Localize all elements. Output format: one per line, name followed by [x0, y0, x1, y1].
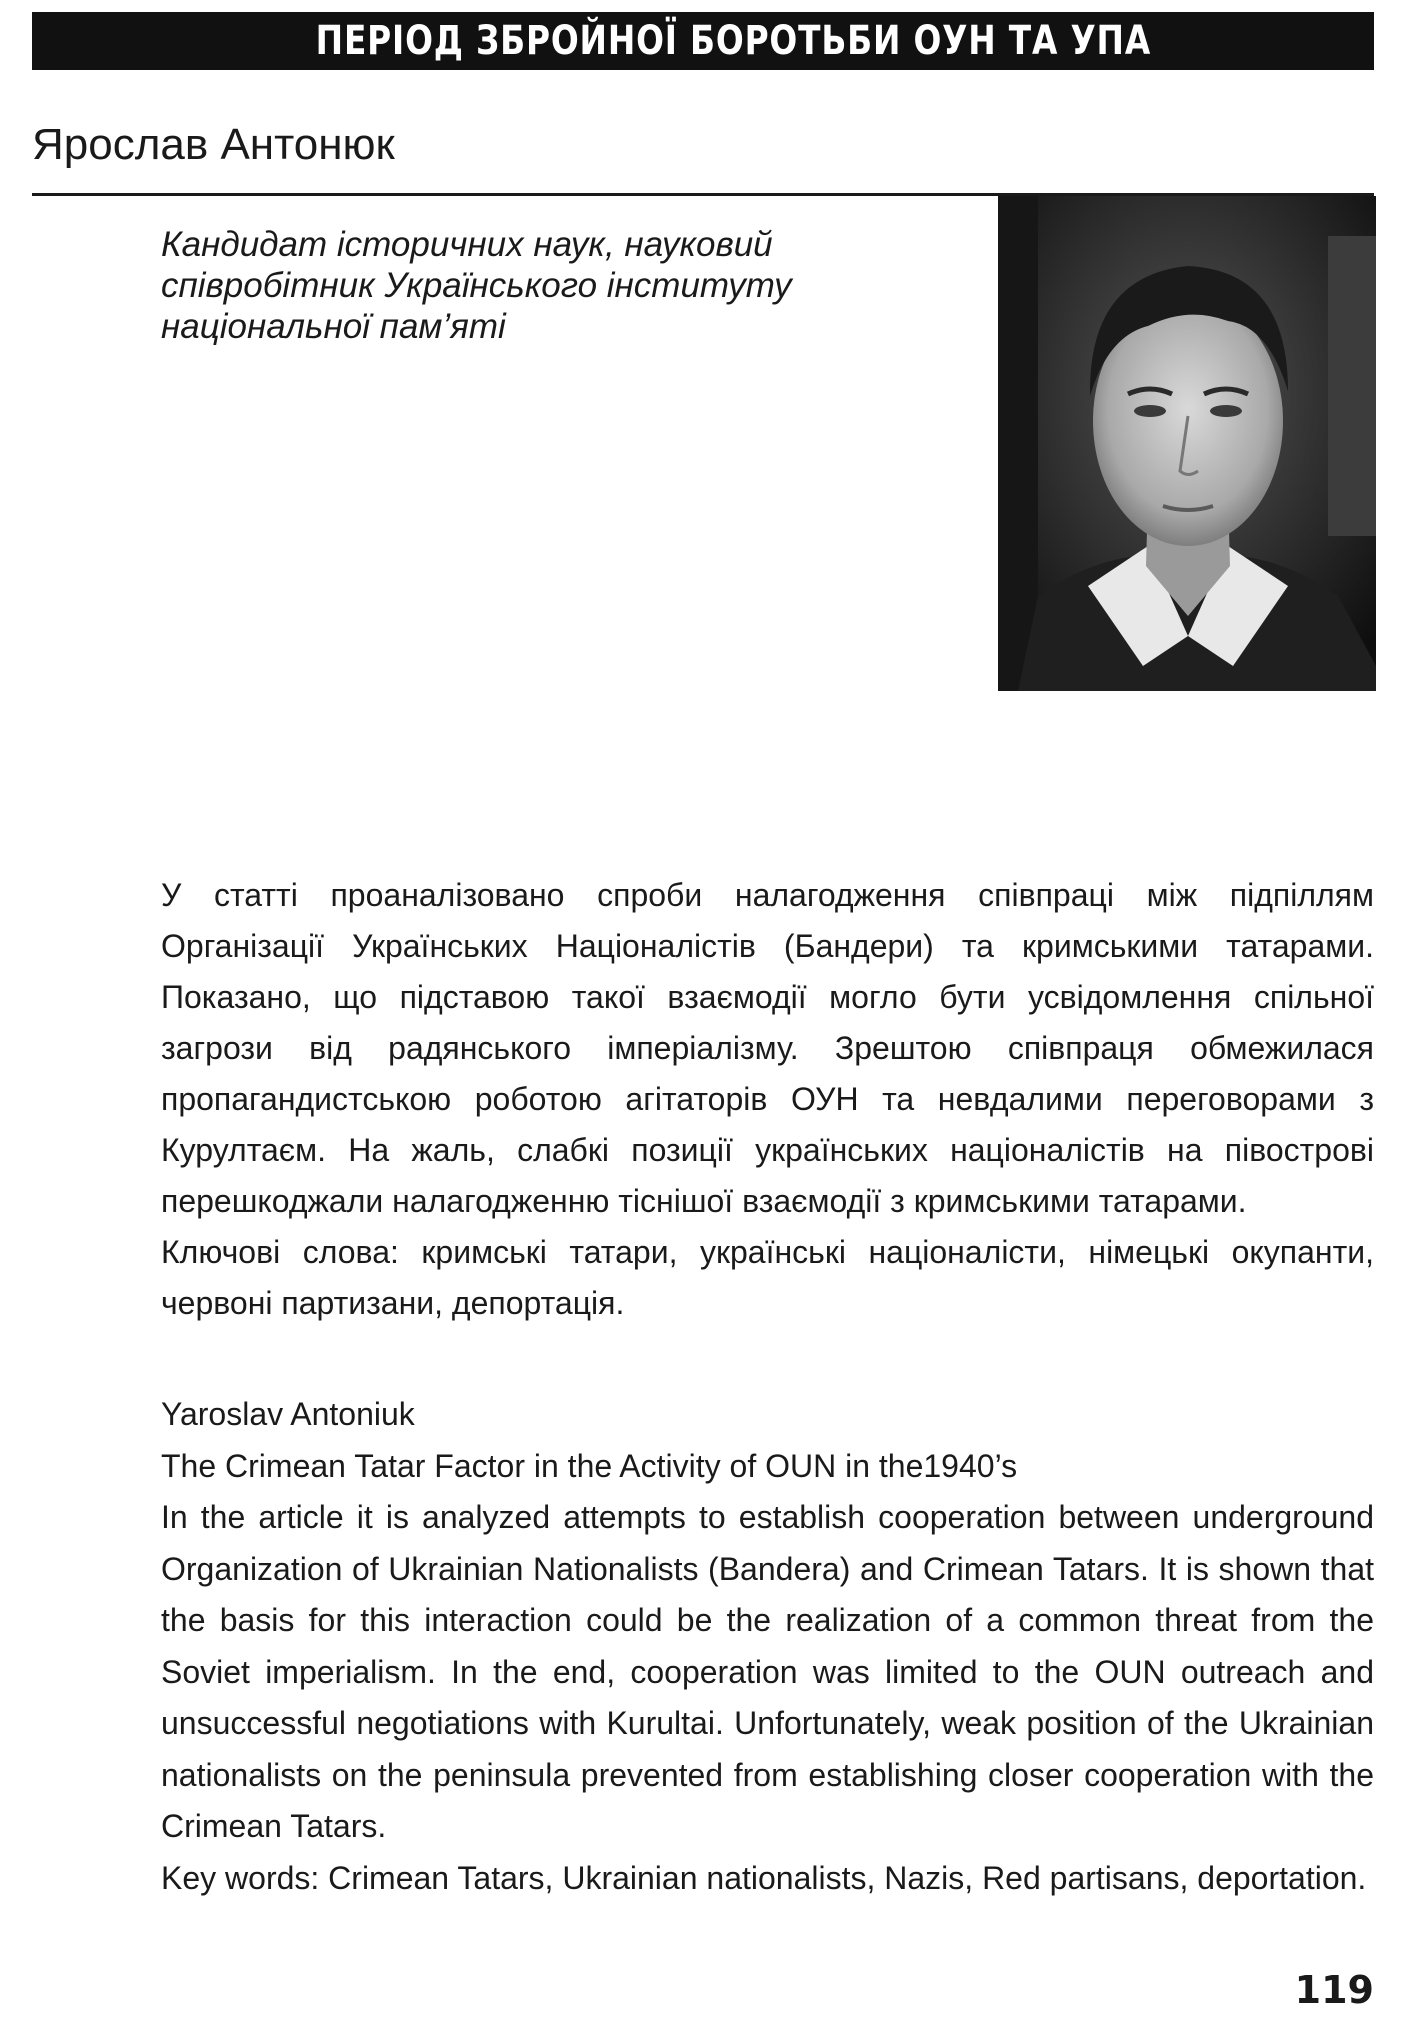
author-role: Кандидат історичних наук, науковий співробітник Українського інституту національної пам’яті	[161, 225, 792, 346]
section-header-bar	[32, 12, 1374, 70]
abstract-en-keywords: Key words: Crimean Tatars, Ukrainian nationalists, Nazis, Red partisans, deportation.	[161, 1859, 1367, 1896]
abstract-uk-text: У статті проаналізовано спроби налагодження співпраці між підпіллям Організації Українських Націоналістів (Бандери) та кримськими татарами. Показано, що підставою такої взаємодії могло бути усвідомлення спільної загрози від радянського імперіалізму. Зрештою співпраця обмежилася пропагандистською роботою агітаторів ОУН та невдалими переговорами з Курултаєм. На жаль, слабкі позиції українських націоналістів на півострові перешкоджали налагодженню тіснішої взаємодії з кримськими татарами.	[161, 877, 1374, 1219]
page-number: 119	[1294, 1968, 1374, 2012]
abstract-en-title: The Crimean Tatar Factor in the Activity of OUN in the1940’s	[161, 1447, 1018, 1484]
section-title: ПЕРІОД ЗБРОЙНОЇ БОРОТЬБИ ОУН ТА УПА	[315, 18, 1151, 64]
author-name: Ярослав Антонюк	[32, 120, 395, 169]
abstract-english	[161, 1389, 1374, 1904]
abstract-ukrainian	[161, 870, 1374, 1329]
abstract-uk-keywords: Ключові слова: кримські татари, українські націоналісти, німецькі окупанти, червоні партизани, депортація.	[161, 1234, 1374, 1321]
abstract-en-text: In the article it is analyzed attempts to establish cooperation between underground Organization of Ukrainian Nationalists (Bandera) and Crimean Tatars. It is shown that the basis for this interaction could be the realization of a common threat from the Soviet imperialism. In the end, cooperation was limited to the OUN outreach and unsuccessful negotiations with Kurultai. Unfortunately, weak position of the Ukrainian nationalists on the peninsula prevented from establishing closer cooperation with the Crimean Tatars.	[161, 1499, 1374, 1844]
abstract-en-author: Yaroslav Antoniuk	[161, 1396, 415, 1432]
author-photo	[998, 196, 1376, 691]
portrait-image	[998, 196, 1376, 691]
